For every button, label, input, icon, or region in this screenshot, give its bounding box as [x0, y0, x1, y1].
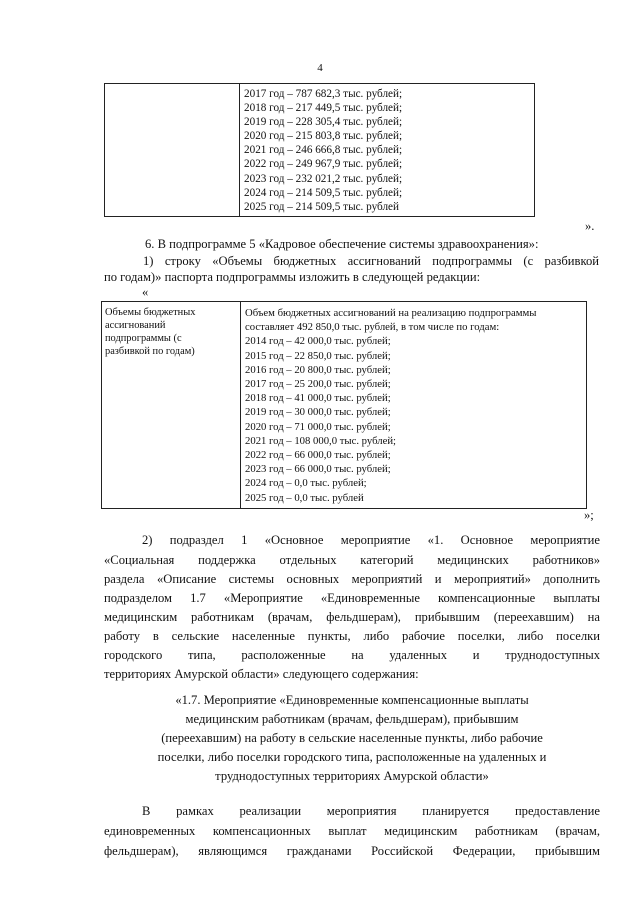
- funding-row: 2025 год – 214 509,5 тыс. рублей: [244, 200, 399, 213]
- value-line: 2023 год – 66 000,0 тыс. рублей;: [245, 463, 391, 476]
- funding-label-cell: [102, 302, 241, 509]
- item2-line: раздела «Описание системы основных мероприятий и мероприятий» дополнить: [104, 572, 600, 586]
- item1-line: 1) строку «Объемы бюджетных ассигнований подпрограммы (с разбивкой: [143, 254, 599, 268]
- item1-line: по годам)» паспорта подпрограммы изложить в следующей редакции:: [104, 270, 481, 284]
- value-line: 2016 год – 20 800,0 тыс. рублей;: [245, 363, 391, 376]
- item2-line: 2) подраздел 1 «Основное мероприятие «1. Основное мероприятие: [142, 533, 600, 547]
- subheading-line: поселки, либо поселки городского типа, расположенные на удаленных и: [157, 750, 547, 764]
- subheading-line: «1.7. Мероприятие «Единовременные компенсационные выплаты: [175, 693, 529, 707]
- value-line: составляет 492 850,0 тыс. рублей, в том числе по годам:: [245, 321, 500, 334]
- funding-table-continuation: [104, 83, 535, 217]
- funding-table: [101, 301, 587, 509]
- funding-row: 2022 год – 249 967,9 тыс. рублей;: [244, 158, 403, 171]
- final-para-line: единовременных компенсационных выплат медицинским работникам (врачам,: [104, 824, 600, 838]
- funding-row: 2021 год – 246 666,8 тыс. рублей;: [244, 144, 403, 157]
- table1-closing-quote: ».: [585, 219, 595, 233]
- label-line: Объемы бюджетных: [105, 307, 196, 318]
- value-line: 2025 год – 0,0 тыс. рублей: [245, 491, 364, 504]
- funding-row: 2019 год – 228 305,4 тыс. рублей;: [244, 116, 403, 129]
- value-line: 2024 год – 0,0 тыс. рублей;: [245, 477, 367, 490]
- funding-row: 2017 год – 787 682,3 тыс. рублей;: [244, 88, 403, 100]
- subheading-line: труднодоступных территориях Амурской области»: [215, 769, 489, 783]
- page-number: 4: [317, 62, 323, 74]
- funding-value-cell: [241, 302, 587, 509]
- value-line: 2020 год – 71 000,0 тыс. рублей;: [245, 420, 391, 433]
- empty-label-cell: [105, 84, 240, 217]
- item2-line: городского типа, расположенные на удаленных и труднодоступных: [104, 648, 600, 662]
- final-para-line: фельдшерам), являющимся гражданами Российской Федерации, прибывшим: [104, 844, 600, 858]
- value-line: Объем бюджетных ассигнований на реализацию подпрограммы: [245, 307, 537, 319]
- value-line: 2015 год – 22 850,0 тыс. рублей;: [245, 349, 391, 362]
- item2-line: территориях Амурской области» следующего содержания:: [104, 667, 419, 681]
- open-quote: «: [142, 285, 149, 299]
- section-heading: 6. В подпрограмме 5 «Кадровое обеспечение системы здравоохранения»:: [145, 237, 539, 251]
- item2-line: работу в сельские населенные пункты, либо рабочие поселки, либо поселки: [104, 629, 600, 643]
- final-para-line: В рамках реализации мероприятия планируется предоставление: [142, 804, 600, 818]
- value-line: 2022 год – 66 000,0 тыс. рублей;: [245, 449, 391, 462]
- item2-line: «Социальная поддержка отдельных категорий медицинских работников»: [104, 553, 600, 567]
- value-line: 2018 год – 41 000,0 тыс. рублей;: [245, 392, 391, 405]
- funding-row: 2020 год – 215 803,8 тыс. рублей;: [244, 130, 403, 143]
- value-line: 2019 год – 30 000,0 тыс. рублей;: [245, 406, 391, 419]
- table2-closing-quote: »;: [584, 508, 594, 522]
- funding-row: 2024 год – 214 509,5 тыс. рублей;: [244, 186, 403, 199]
- item2-line: медицинским работникам (врачам, фельдшерам), прибывшим (переехавшим) на: [104, 610, 600, 624]
- subheading-line: (переехавшим) на работу в сельские населенные пункты, либо рабочие: [161, 731, 543, 745]
- item2-line: подразделом 1.7 «Мероприятие «Единовременные компенсационные выплаты: [104, 591, 600, 605]
- label-line: разбивкой по годам): [105, 346, 195, 357]
- funding-row: 2018 год – 217 449,5 тыс. рублей;: [244, 102, 403, 115]
- subheading-line: медицинским работникам (врачам, фельдшерам), прибывшим: [185, 712, 519, 726]
- label-line: подпрограммы (с: [105, 333, 182, 344]
- value-line: 2017 год – 25 200,0 тыс. рублей;: [245, 378, 391, 391]
- value-line: 2014 год – 42 000,0 тыс. рублей;: [245, 335, 391, 348]
- label-line: ассигнований: [105, 320, 166, 331]
- funding-row: 2023 год – 232 021,2 тыс. рублей;: [244, 172, 403, 185]
- funding-years-cell: [240, 84, 535, 217]
- value-line: 2021 год – 108 000,0 тыс. рублей;: [245, 434, 397, 447]
